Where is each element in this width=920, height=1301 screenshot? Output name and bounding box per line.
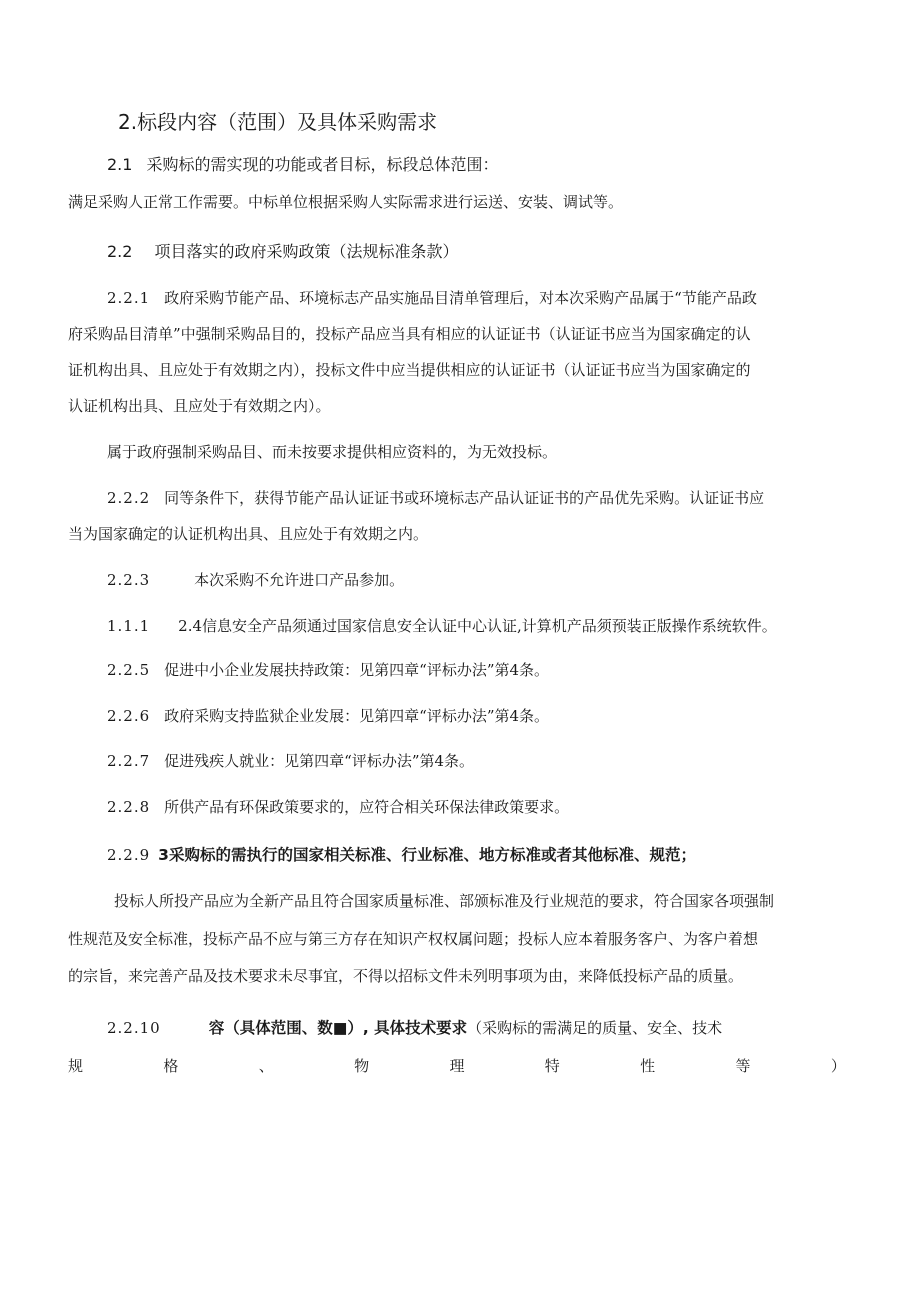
- heading-2-2-number: 2.2: [107, 242, 133, 261]
- paragraph-2-2-7: [107, 751, 474, 771]
- clause-2-2-3-text: 本次采购不允许进口产品参加。: [194, 571, 405, 589]
- paragraph-2-2-6: [107, 706, 549, 726]
- clause-2-2-10-normal-text: （采购标的需满足的质量、安全、技术: [467, 1019, 723, 1037]
- paragraph-1-1-1: [107, 616, 777, 636]
- spread-char: 格: [163, 1057, 179, 1075]
- paragraph-2-2-9-heading: [107, 845, 696, 865]
- paragraph-2-2-9-body-line-1: 投标人所投产品应为全新产品且符合国家质量标准、部颁标准及行业规范的要求，符合国家各项强制: [114, 892, 775, 910]
- clause-number-2-2-1: 2.2.1: [107, 289, 151, 307]
- clause-2-2-5-text: 促进中小企业发展扶持政策：见第四章“评标办法”第4条。: [164, 661, 550, 679]
- heading-2-2-title: 项目落实的政府采购政策（法规标准条款）: [154, 242, 459, 261]
- clause-number-2-2-10: 2.2.10: [107, 1019, 161, 1037]
- clause-number-1-1-1: 1.1.1: [107, 617, 151, 635]
- spread-char: 理: [449, 1057, 465, 1075]
- heading-2-1: [107, 154, 498, 176]
- clause-2-2-6-text: 政府采购支持监狱企业发展：见第四章“评标办法”第4条。: [164, 707, 550, 725]
- clause-number-2-2-2: 2.2.2: [107, 489, 151, 507]
- clause-number-2-2-5: 2.2.5: [107, 661, 151, 679]
- paragraph-2-2-1-line-1: [107, 288, 757, 308]
- paragraph-2-2-9-body-line-2: 性规范及安全标准，投标产品不应与第三方存在知识产权权属问题；投标人应本着服务客户、为客户着想: [68, 930, 759, 948]
- paragraph-2-2-8: [107, 797, 569, 817]
- paragraph-2-2-5: [107, 660, 549, 680]
- clause-2-2-1-text-1: 政府采购节能产品、环境标志产品实施品目清单管理后，对本次采购产品属于“节能产品政: [164, 289, 757, 307]
- paragraph-2-1-body: 满足采购人正常工作需要。中标单位根据采购人实际需求进行运送、安装、调试等。: [68, 193, 624, 211]
- heading-2-1-title: 采购标的需实现的功能或者目标，标段总体范围：: [146, 155, 499, 174]
- clause-2-2-9-text: 3采购标的需执行的国家相关标准、行业标准、地方标准或者其他标准、规范；: [158, 846, 696, 864]
- clause-2-2-8-text: 所供产品有环保政策要求的，应符合相关环保法律政策要求。: [164, 798, 570, 816]
- clause-2-2-7-text: 促进残疾人就业：见第四章“评标办法”第4条。: [164, 752, 475, 770]
- spread-char: 物: [354, 1057, 370, 1075]
- clause-1-1-1-text: 2.4信息安全产品须通过国家信息安全认证中心认证,计算机产品须预装正版操作系统软件。: [178, 617, 777, 635]
- heading-2-2: [107, 241, 458, 263]
- paragraph-2-2-3: [107, 570, 404, 590]
- clause-2-2-2-text-1: 同等条件下，获得节能产品认证证书或环境标志产品认证证书的产品优先采购。认证证书应: [164, 489, 765, 507]
- spread-char: 特: [544, 1057, 560, 1075]
- paragraph-2-2-1-line-4: 认证机构出具、且应处于有效期之内）。: [68, 397, 331, 415]
- paragraph-2-2-2-line-1: [107, 488, 764, 508]
- paragraph-2-2-1-line-3: 证机构出具、且应处于有效期之内），投标文件中应当提供相应的认证证书（认证证书应当为国家确定的: [68, 361, 751, 379]
- clause-number-2-2-8: 2.2.8: [107, 798, 151, 816]
- clause-number-2-2-6: 2.2.6: [107, 707, 151, 725]
- paragraph-2-2-1-note: 属于政府强制采购品目、而未按要求提供相应资料的，为无效投标。: [107, 443, 558, 461]
- paragraph-2-2-1-line-2: 府采购品目清单”中强制采购品目的，投标产品应当具有相应的认证证书（认证证书应当为国家确定的认: [68, 325, 751, 343]
- clause-number-2-2-3: 2.2.3: [107, 571, 151, 589]
- spread-char: 规: [68, 1057, 84, 1075]
- spread-char: ）: [830, 1057, 846, 1075]
- clause-number-2-2-9: 2.2.9: [107, 846, 151, 864]
- spread-char: 、: [258, 1057, 274, 1075]
- clause-number-2-2-7: 2.2.7: [107, 752, 151, 770]
- section-title: 2.标段内容（范围）及具体采购需求: [118, 110, 438, 134]
- spread-char: 等: [735, 1057, 751, 1075]
- paragraph-2-2-10-line-2: [68, 1056, 846, 1076]
- clause-2-2-10-bold-text: 容（具体范围、数■）, 具体技术要求: [208, 1019, 468, 1037]
- heading-2-1-number: 2.1: [107, 155, 133, 174]
- paragraph-2-2-2-line-2: 当为国家确定的认证机构出具、且应处于有效期之内。: [68, 525, 429, 543]
- paragraph-2-2-10-line-1: [107, 1018, 722, 1038]
- spread-char: 性: [640, 1057, 656, 1075]
- paragraph-2-2-9-body-line-3: 的宗旨，来完善产品及技术要求未尽事宜，不得以招标文件未列明事项为由，来降低投标产品的质量。: [68, 967, 744, 985]
